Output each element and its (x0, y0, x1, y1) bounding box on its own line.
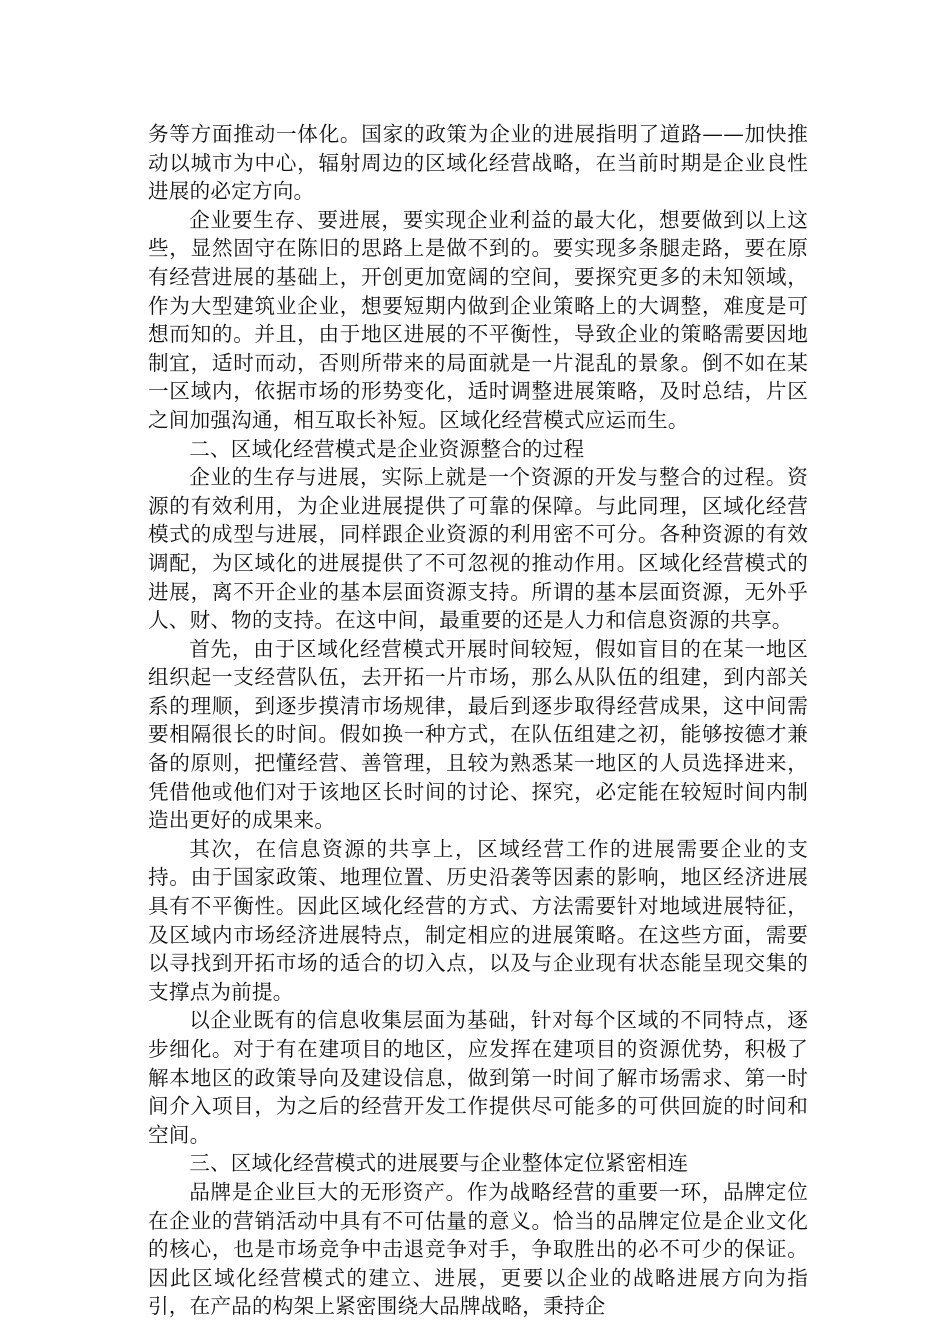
paragraph-continued: 务等方面推动一体化。国家的政策为企业的进展指明了道路——加快推动以城市为中心，辐射周边的区域化经营战略，在当前时期是企业良性进展的必定方向。 (148, 122, 808, 204)
paragraph: 首先，由于区域化经营模式开展时间较短，假如盲目的在某一地区组织起一支经营队伍，去开拓一片市场，那么从队伍的组建，到内部关系的理顺，到逐步摸清市场规律，最后到逐步取得经营成果，这中间需要相隔很长的时间。假如换一种方式，在队伍组建之初，能够按德才兼备的原则，把懂经营、善管理，且较为熟悉某一地区的人员选择进来，凭借他或他们对于该地区长时间的讨论、探究，必定能在较短时间内制造出更好的成果来。 (148, 636, 808, 833)
paragraph: 企业的生存与进展，实际上就是一个资源的开发与整合的过程。资源的有效利用，为企业进展提供了可靠的保障。与此同理，区域化经营模式的成型与进展，同样跟企业资源的利用密不可分。各种资源的有效调配，为区域化的进展提供了不可忽视的推动作用。区域化经营模式的进展，离不开企业的基本层面资源支持。所谓的基本层面资源，无外乎人、财、物的支持。在这中间，最重要的还是人力和信息资源的共享。 (148, 465, 808, 633)
document-body (148, 120, 808, 1321)
paragraph: 企业要生存、要进展，要实现企业利益的最大化，想要做到以上这些，显然固守在陈旧的思路上是做不到的。要实现多条腿走路，要在原有经营进展的基础上，开创更加宽阔的空间，要探究更多的未知领域，作为大型建筑业企业，想要短期内做到企业策略上的大调整，难度是可想而知的。并且，由于地区进展的不平衡性，导致企业的策略需要因地制宜，适时而动，否则所带来的局面就是一片混乱的景象。倒不如在某一区域内，依据市场的形势变化，适时调整进展策略，及时总结，片区之间加强沟通，相互取长补短。区域化经营模式应运而生。 (148, 207, 808, 432)
section-heading: 二、区域化经营模式是企业资源整合的过程 (189, 436, 585, 461)
paragraph: 品牌是企业巨大的无形资产。作为战略经营的重要一环，品牌定位在企业的营销活动中具有不可估量的意义。恰当的品牌定位是企业文化的核心，也是市场竞争中击退竞争对手，争取胜出的必不可少的保证。因此区域化经营模式的建立、进展，更要以企业的战略进展方向为指引，在产品的构架上紧密围绕大品牌战略，秉持企 (148, 1179, 808, 1319)
paragraph: 以企业既有的信息收集层面为基础，针对每个区域的不同特点，逐步细化。对于有在建项目的地区，应发挥在建项目的资源优势，积极了解本地区的政策导向及建设信息，做到第一时间了解市场需求、第一时间介入项目，为之后的经营开发工作提供尽可能多的可供回旋的时间和空间。 (148, 1008, 808, 1147)
paragraph: 其次，在信息资源的共享上，区域经营工作的进展需要企业的支持。由于国家政策、地理位置、历史沿袭等因素的影响，地区经济进展具有不平衡性。因此区域化经营的方式、方法需要针对地域进展特征，及区域内市场经济进展特点，制定相应的进展策略。在这些方面，需要以寻找到开拓市场的适合的切入点，以及与企业现有状态能呈现交集的支撑点为前提。 (148, 836, 808, 1004)
section-heading: 三、区域化经营模式的进展要与企业整体定位紧密相连 (189, 1151, 689, 1176)
